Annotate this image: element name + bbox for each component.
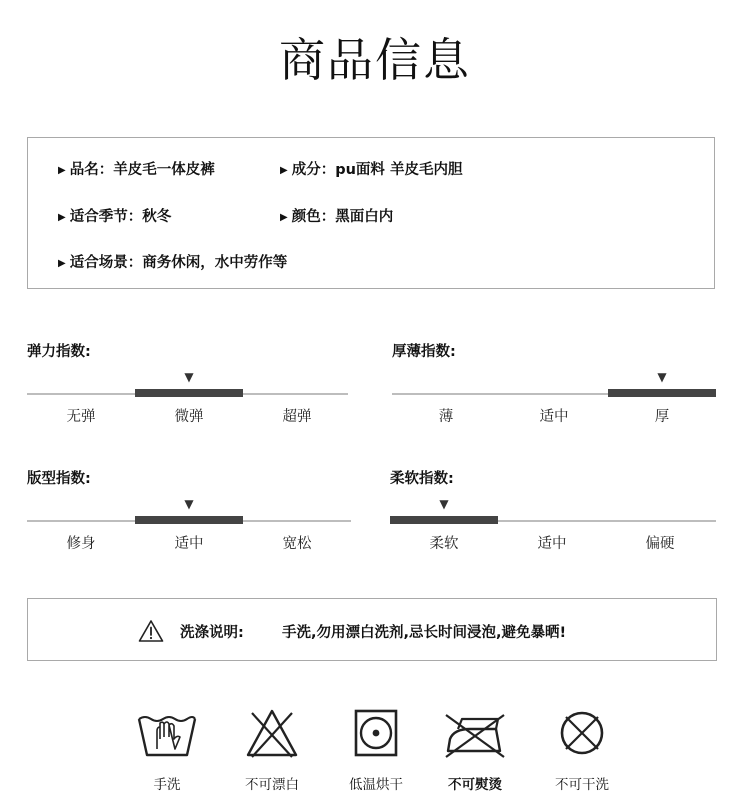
- thickness-index: [392, 340, 722, 430]
- info-color-value: 黑面白内: [335, 209, 394, 225]
- scale-option: 薄: [438, 409, 454, 425]
- no-dry-clean-icon: [554, 705, 610, 761]
- bullet-icon: ▶: [58, 212, 66, 223]
- scale-marker-icon: ▼: [657, 370, 667, 384]
- scale-marker-icon: ▼: [184, 370, 194, 384]
- scale-option: 微弹: [174, 409, 204, 425]
- care-item-hand-wash: [117, 705, 217, 793]
- info-color-label: 颜色：: [291, 209, 336, 225]
- thickness-index-title: 厚薄指数:: [392, 344, 456, 360]
- scale-option: 厚: [654, 409, 670, 425]
- care-label: 不可熨烫: [448, 777, 502, 793]
- wash-text: 手洗,勿用漂白洗剂,忌长时间浸泡,避免暴晒!: [282, 625, 567, 641]
- scale-marker-icon: ▼: [184, 497, 194, 511]
- scale-option: 柔软: [429, 536, 459, 552]
- info-occasion: [58, 251, 287, 272]
- scale-option: 宽松: [282, 536, 312, 552]
- bullet-icon: ▶: [280, 212, 288, 223]
- warning-triangle-icon: [138, 619, 164, 643]
- care-label: 低温烘干: [349, 777, 403, 793]
- info-name: [58, 158, 215, 179]
- scale-selected-segment: [135, 516, 243, 524]
- info-occasion-label: 适合场景：: [69, 255, 143, 271]
- info-composition-value: pu面料 羊皮毛内胆: [335, 162, 463, 178]
- elasticity-index: [27, 340, 357, 430]
- scale-option: 适中: [174, 536, 204, 552]
- scale-selected-segment: [608, 389, 716, 397]
- info-occasion-value: 商务休闲，水中劳作等: [142, 255, 288, 271]
- wash-label: 洗涤说明:: [180, 625, 244, 641]
- scale-option: 无弹: [66, 409, 96, 425]
- care-item-no-iron: [425, 705, 525, 793]
- care-item-no-dry-clean: [532, 705, 632, 793]
- info-season: [58, 205, 171, 226]
- scale-option: 修身: [66, 536, 96, 552]
- care-label: 不可干洗: [555, 777, 609, 793]
- wash-instructions-box: [27, 598, 717, 661]
- care-label: 手洗: [153, 777, 181, 793]
- info-composition-label: 成分：: [291, 162, 336, 178]
- scale-option: 偏硬: [645, 536, 675, 552]
- info-name-value: 羊皮毛一体皮裤: [113, 162, 215, 178]
- scale-selected-segment: [390, 516, 498, 524]
- fit-index-title: 版型指数:: [27, 471, 91, 487]
- info-season-label: 适合季节：: [69, 209, 143, 225]
- scale-marker-icon: ▼: [439, 497, 449, 511]
- bullet-icon: ▶: [280, 165, 288, 176]
- care-item-no-bleach: [222, 705, 322, 793]
- info-season-value: 秋冬: [142, 209, 172, 225]
- fit-index: [27, 467, 357, 557]
- info-composition: [280, 158, 462, 179]
- softness-index-title: 柔软指数:: [390, 471, 454, 487]
- elasticity-index-title: 弹力指数:: [27, 344, 91, 360]
- tumble-dry-low-icon: [346, 705, 406, 761]
- no-iron-icon: [440, 705, 510, 761]
- bullet-icon: ▶: [58, 165, 66, 176]
- softness-index: [390, 467, 720, 557]
- scale-option: 适中: [537, 536, 567, 552]
- care-label: 不可漂白: [245, 777, 299, 793]
- bullet-icon: ▶: [58, 258, 66, 269]
- info-name-label: 品名：: [69, 162, 114, 178]
- scale-option: 适中: [539, 409, 569, 425]
- no-bleach-icon: [242, 705, 302, 761]
- scale-option: 超弹: [282, 409, 312, 425]
- scale-selected-segment: [135, 389, 243, 397]
- info-color: [280, 205, 393, 226]
- page-title: 商品信息: [279, 33, 471, 87]
- care-item-tumble-dry-low: [326, 705, 426, 793]
- product-info-box: [27, 137, 715, 289]
- hand-wash-icon: [135, 705, 199, 761]
